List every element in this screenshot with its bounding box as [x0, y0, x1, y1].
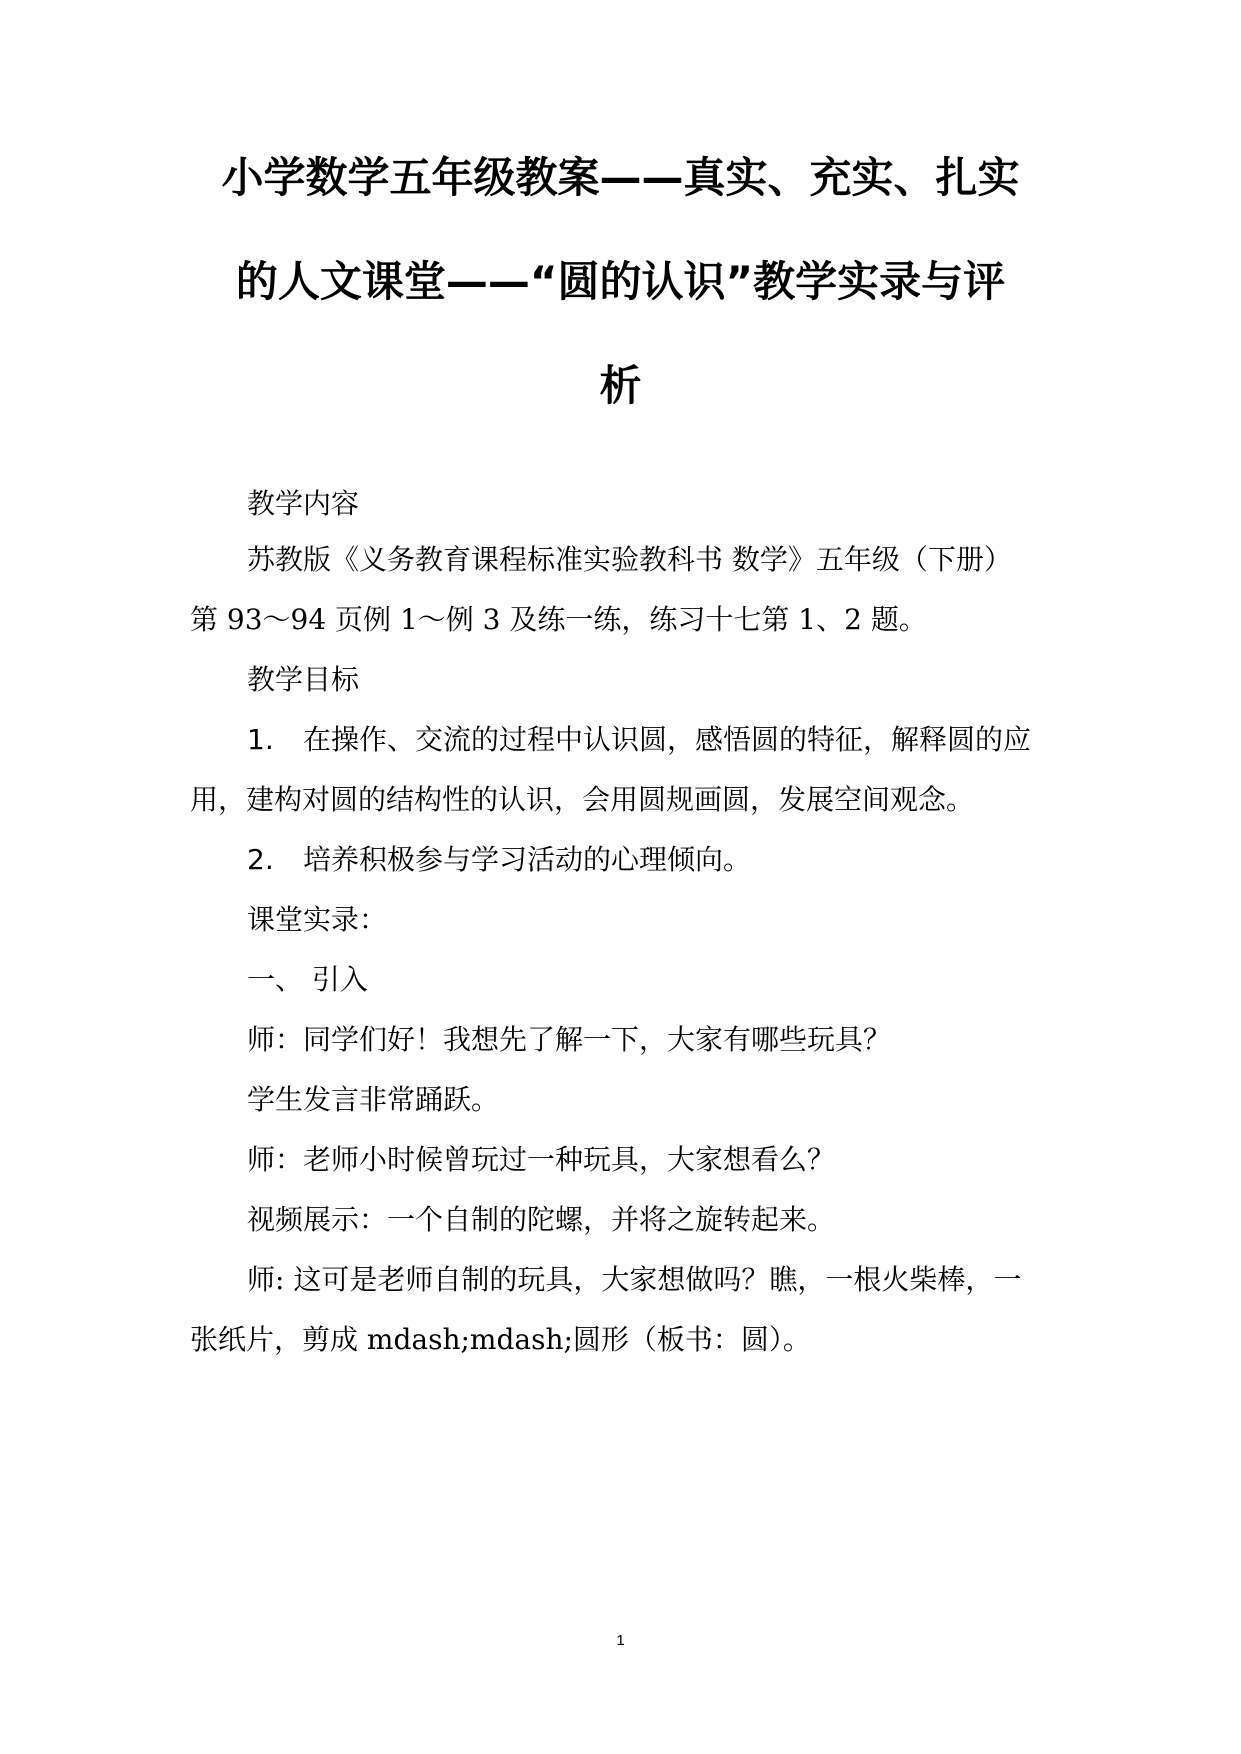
title-line: 的人文课堂——“圆的认识”教学实录与评 — [235, 257, 1006, 306]
list-number: 2. — [247, 843, 274, 876]
paragraph-line: 视频展示：一个自制的陀螺，并将之旋转起来。 — [247, 1203, 836, 1236]
paragraph-line: 苏教版《义务教育课程标准实验教科书 数学》五年级（下册） — [247, 543, 1012, 576]
paragraph-line: 第 93～94 页例 1～例 3 及练一练，练习十七第 1、2 题。 — [190, 603, 927, 636]
paragraph-line: 张纸片，剪成 mdash;mdash;圆形（板书：圆）。 — [190, 1323, 811, 1356]
section-heading: 课堂实录： — [247, 903, 388, 936]
paragraph-line: 师: 这可是老师自制的玩具，大家想做吗？瞧，一根火柴棒，一 — [247, 1263, 1022, 1296]
list-item-text: 在操作、交流的过程中认识圆，感悟圆的特征，解释圆的应 — [303, 723, 1032, 756]
paragraph-line: 师：同学们好！我想先了解一下，大家有哪些玩具？ — [247, 1023, 892, 1056]
paragraph-line: 学生发言非常踊跃。 — [247, 1083, 500, 1116]
document-title — [180, 126, 1061, 438]
section-heading: 教学目标 — [247, 663, 360, 696]
page-number: 1 — [616, 1632, 625, 1649]
section-heading: 教学内容 — [247, 487, 360, 520]
title-line: 析 — [599, 361, 642, 410]
paragraph-line: 用，建构对圆的结构性的认识，会用圆规画圆，发展空间观念。 — [190, 783, 975, 816]
list-number: 1. — [247, 723, 274, 756]
section-heading: 一、 引入 — [247, 963, 368, 996]
paragraph-line: 师：老师小时候曾玩过一种玩具，大家想看么？ — [247, 1143, 836, 1176]
list-item-text: 培养积极参与学习活动的心理倾向。 — [303, 843, 752, 876]
list-item — [247, 720, 1031, 760]
title-line: 小学数学五年级教案——真实、充实、扎实 — [221, 153, 1020, 202]
list-item — [247, 840, 751, 880]
